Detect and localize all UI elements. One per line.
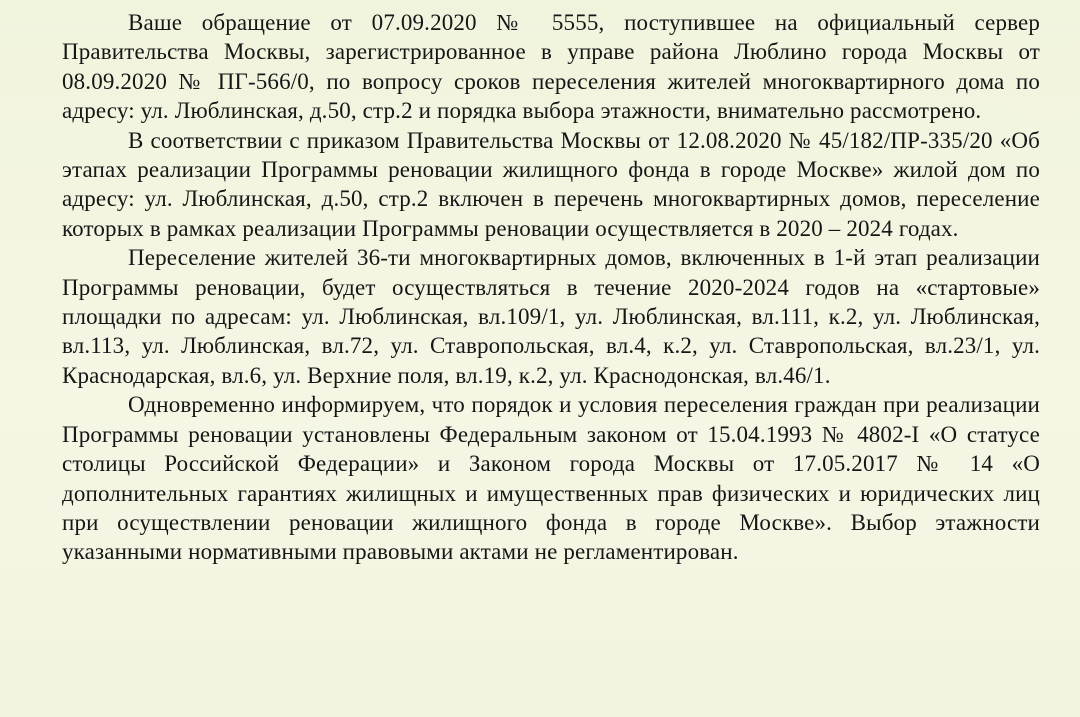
paragraph-legal-basis: Одновременно информируем, что порядок и условия переселения граждан при реализации Программы реновации установлены Федеральным законом от 15.04.1993 № 4802-I «О статусе столицы Российской Федерации» и Законом города Москвы от 17.05.2017 № 14 «О дополнительных гарантиях жилищных и имущественных прав физических и юридических лиц при осуществлении реновации жилищного фонда в городе Москве». Выбор этажности указанными нормативными правовыми актами не регламентирован. [62,392,1040,565]
paragraph-renovation-order: В соответствии с приказом Правительства Москвы от 12.08.2020 № 45/182/ПР-335/20 «Об этапах реализации Программы реновации жилищного фонда в городе Москве» жилой дом по адресу: ул. Люблинская, д.50, стр.2 включен в перечень многоквартирных домов, переселение которых в рамках реализации Программы реновации осуществляется в 2020 – 2024 годах. [62,127,1040,241]
paragraph-starting-sites: Переселение жителей 36-ти многоквартирных домов, включенных в 1-й этап реализации Программы реновации, будет осуществляться в течение 2020-2024 годов на «стартовые» площадки по адресам: ул. Люблинская, вл.109/1, ул. Люблинская, вл.111, к.2, ул. Люблинская, вл.113, ул. Люблинская, вл.72, ул. Ставропольская, вл.4, к.2, ул. Ставропольская, вл.23/1, ул. Краснодарская, вл.6, ул. Верхние поля, вл.19, к.2, ул. Краснодонская, вл.46/1. [62,245,1040,388]
paragraph-appeal-considered: Ваше обращение от 07.09.2020 № 5555, поступившее на официальный сервер Правительства Москвы, зарегистрированное в управе района Люблино города Москвы от 08.09.2020 № ПГ-566/0, по вопросу сроков переселения жителей многоквартирного дома по адресу: ул. Люблинская, д.50, стр.2 и порядка выбора этажности, внимательно рассмотрено. [62,10,1040,124]
